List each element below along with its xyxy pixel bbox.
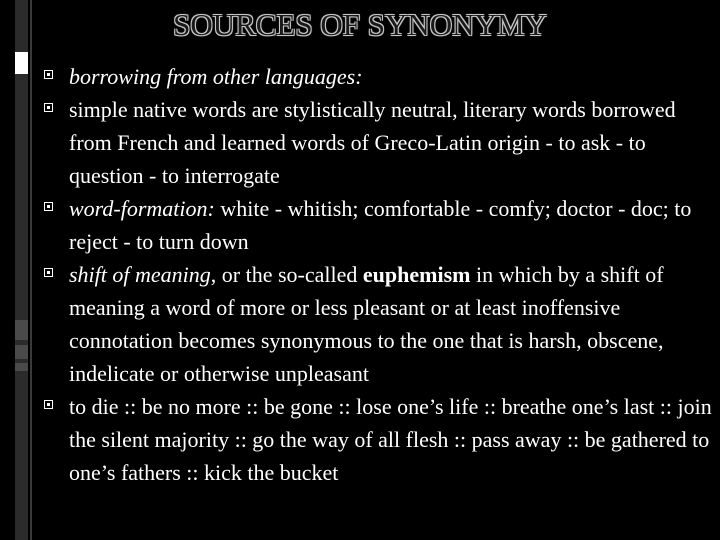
square-bullet-icon (44, 202, 53, 211)
bullet-italic-text: borrowing from other languages: (69, 64, 363, 89)
bullet-list (44, 60, 714, 489)
bullet-bold-term: euphemism (362, 262, 471, 287)
left-accent-mark (15, 363, 28, 371)
square-bullet-icon (44, 400, 53, 409)
left-accent-mark (15, 345, 28, 359)
bullet-text: white - whitish; comfortable - comfy; doctor - doc; to reject - to turn down (69, 196, 692, 254)
bullet-text: in which by a shift of meaning a word of more or less pleasant or at least inoffensive connotation becomes synonymous to the one that is harsh, obscene, indelicate or otherwise unpleasant (69, 262, 664, 386)
square-bullet-icon (44, 70, 53, 79)
left-decorative-line (30, 0, 32, 540)
left-accent-mark (15, 320, 28, 340)
bullet-item (44, 258, 714, 390)
bullet-text: simple native words are stylistically neutral, literary words borrowed from French and learned words of Greco-Latin origin - to ask - to question - to interrogate (69, 97, 676, 188)
bullet-text: to die :: be no more :: be gone :: lose one’s life :: breathe one’s last :: join the silent majority :: go the way of all flesh :: pass away :: be gathered to one’s fathers :: kick the bucket (69, 394, 712, 485)
bullet-item (44, 93, 714, 192)
bullet-item (44, 192, 714, 258)
slide-title: SOURCES OF SYNONYMY (173, 7, 547, 42)
bullet-italic-text: word-formation: (69, 196, 215, 221)
left-accent-mark (15, 52, 28, 74)
square-bullet-icon (44, 103, 53, 112)
bullet-item (44, 390, 714, 489)
bullet-item (44, 60, 714, 93)
bullet-text: , or the so-called (210, 262, 363, 287)
left-decorative-bar (15, 0, 28, 540)
square-bullet-icon (44, 268, 53, 277)
bullet-italic-text: shift of meaning (69, 262, 211, 287)
